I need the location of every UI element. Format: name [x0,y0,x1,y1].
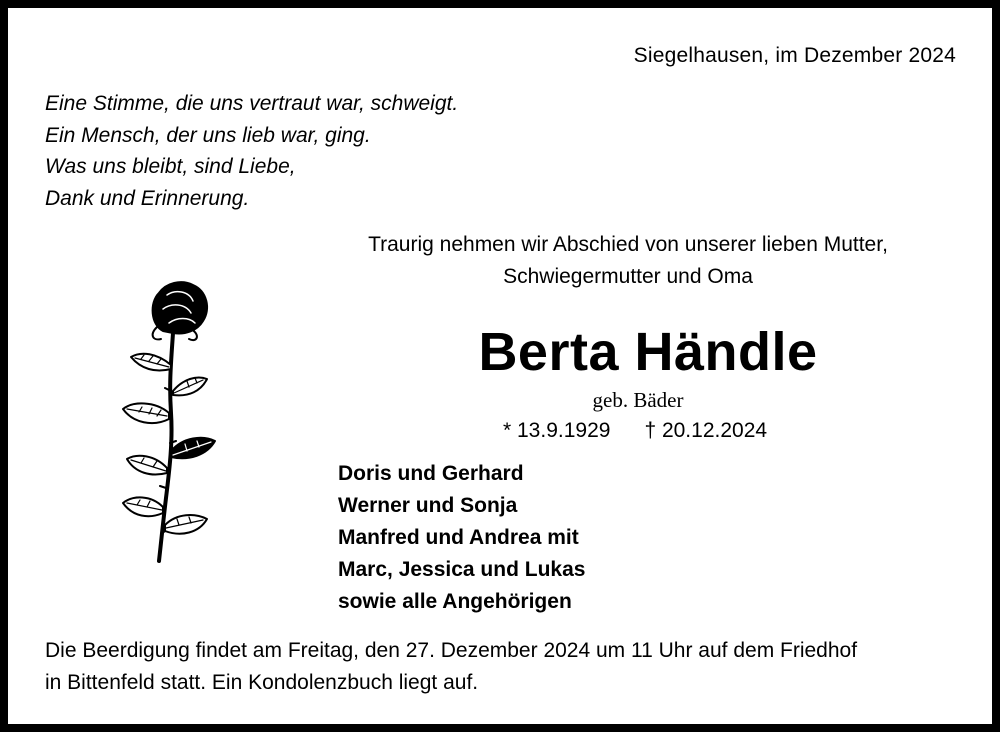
funeral-line: Die Beerdigung findet am Freitag, den 27. Dezember 2024 um 11 Uhr auf dem Friedhof [45,639,858,662]
intro-line: Traurig nehmen wir Abschied von unserer lieben Mutter, [368,233,888,256]
intro-line: Schwiegermutter und Oma [503,265,753,288]
rose-icon [111,273,226,563]
birth-date: * 13.9.1929 [503,419,611,442]
poem [45,88,458,214]
family-line: sowie alle Angehörigen [338,590,572,613]
poem-line: Was uns bleibt, sind Liebe, [45,155,296,178]
deceased-name: Berta Händle [478,322,818,382]
family-line: Werner und Sonja [338,494,518,517]
poem-line: Ein Mensch, der uns lieb war, ging. [45,123,371,147]
funeral-notice [45,635,857,699]
family-line: Marc, Jessica und Lukas [338,558,586,581]
family-line: Doris und Gerhard [338,462,524,485]
family-line: Manfred und Andrea mit [338,526,579,549]
family-list [338,458,585,618]
birth-name: geb. Bäder [592,388,684,412]
place-date: Siegelhausen, im Dezember 2024 [633,44,956,67]
death-date: † 20.12.2024 [644,419,768,442]
life-dates [503,419,767,443]
poem-line: Dank und Erinnerung. [45,186,250,210]
intro-text [308,229,948,293]
poem-line: Eine Stimme, die uns vertraut war, schweigt. [45,92,459,115]
funeral-line: in Bittenfeld statt. Ein Kondolenzbuch liegt auf. [45,671,479,694]
obituary-card [8,8,992,724]
